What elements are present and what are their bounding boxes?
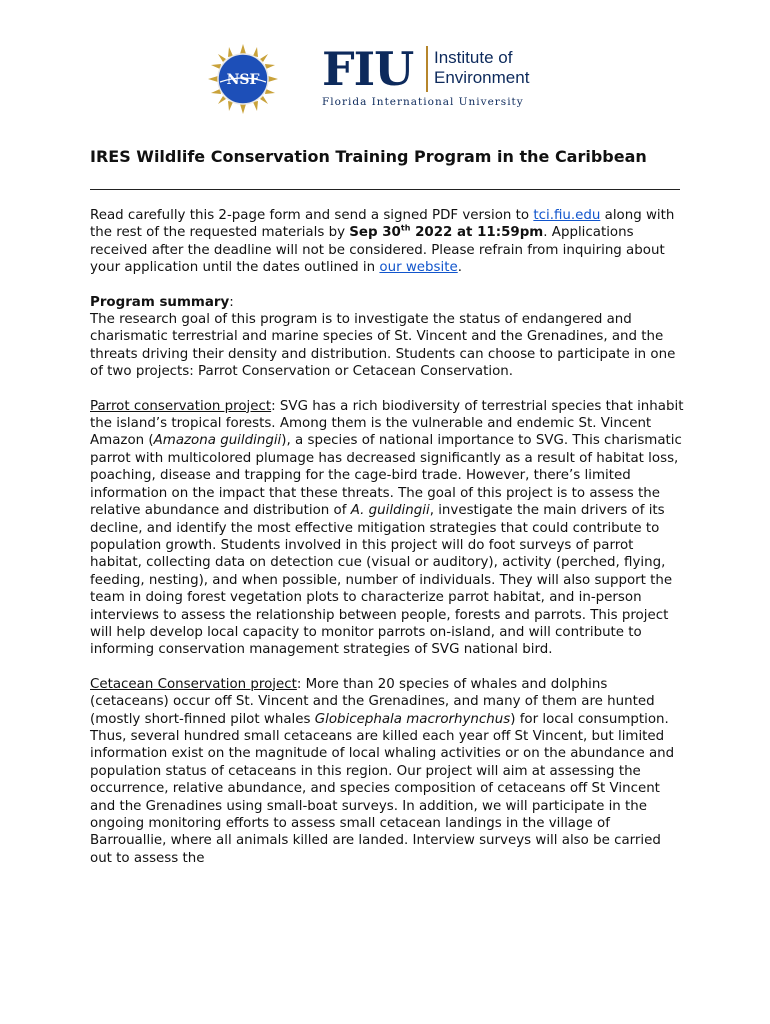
deadline — [349, 225, 543, 240]
parrot-species-name: Amazona guildingii — [153, 433, 282, 449]
institute-line-2: Environment — [434, 68, 530, 87]
summary-colon: : — [229, 294, 234, 310]
email-link[interactable]: tci.fiu.edu — [533, 208, 601, 223]
parrot-text-1: : SVG has a rich biodiversity of terrestrial species that inhabit the island’s tropical forests. Among them is the vulnerable and endemic St. Vincent Amazon ( — [90, 398, 684, 449]
document-title: IRES Wildlife Conservation Training Program in the Caribbean — [90, 147, 647, 166]
intro-text-2: along with the rest of the requested materials by — [90, 208, 675, 241]
fiu-logo — [322, 44, 562, 110]
deadline-ordinal: th — [400, 223, 411, 233]
cetacean-heading: Cetacean Conservation project — [90, 676, 297, 692]
intro-text-4: . — [457, 260, 462, 276]
parrot-species-abbrev: A. guildingii — [350, 503, 430, 519]
website-link[interactable]: our website — [379, 260, 458, 276]
deadline-rest: 2022 at 11:59pm — [410, 225, 544, 241]
institute-name — [434, 48, 529, 88]
summary-heading: Program summary — [90, 294, 230, 310]
nsf-logo-text: NSF — [226, 72, 260, 88]
university-name: Florida International University — [322, 96, 524, 108]
parrot-heading: Parrot conservation project — [90, 398, 272, 414]
institute-line-1: Institute of — [434, 48, 513, 67]
intro-text-1: Read carefully this 2-page form and send a signed PDF version to — [90, 208, 534, 223]
cetacean-species-name: Globicephala macrorhynchus — [314, 711, 511, 727]
document-body — [90, 207, 685, 884]
parrot-text-2: ), a species of national importance to SVG. This charismatic parrot with multicolored plumage has decreased significantly as a result of habitat loss, poaching, disease and trapping for the cage-bird trade. However, there’s limited information on the impact that these threats. The goal of this project is to assess the relative abundance and distribution of — [90, 433, 682, 519]
title-underline — [90, 189, 680, 190]
nsf-logo — [208, 44, 278, 114]
cetacean-text-1: : More than 20 species of whales and dolphins (cetaceans) occur off St. Vincent and the Grenadines, and many of them are hunted (mostly short-finned pilot whales — [90, 676, 655, 727]
deadline-day: Sep 30 — [349, 225, 401, 241]
cetacean-text-2: ) for local consumption. Thus, several hundred small cetaceans are killed each year off St Vincent, but limited information exist on the magnitude of local whaling activities or on the abundance and population status of cetaceans in this region. Our project will aim at assessing the occurrence, relative abundance, and species composition of cetaceans off St Vincent and the Grenadines using small-boat surveys. In addition, we will participate in the ongoing monitoring efforts to assess small cetacean landings in the village of Barrouallie, where all animals killed are landed. Interview surveys will also be carried out to assess the — [90, 711, 675, 866]
parrot-text-3: , investigate the main drivers of its decline, and identify the most effective mitigation strategies that could contribute to population growth. Students involved in this project will do foot surveys of parrot habitat, collecting data on detection cue (visual or auditory), activity (perched, flying, feeding, nesting), and when possible, number of individuals. They will also support the team in doing forest vegetation plots to characterize parrot habitat, and in-person interviews to assess the relationship between people, forests and parrots. This project will help develop local capacity to monitor parrots on-island, and will contribute to informing conservation management strategies of SVG national bird. — [90, 503, 673, 658]
summary-text: The research goal of this program is to investigate the status of endangered and charismatic terrestrial and marine species of St. Vincent and the Grenadines, and the threats driving their density and distribution. Students can choose to participate in one of two projects: Parrot Conservation or Cetacean Conservation. — [90, 312, 676, 380]
cetacean-section — [90, 676, 685, 867]
fiu-wordmark: FIU — [322, 42, 414, 96]
intro-paragraph — [90, 207, 685, 277]
summary-section — [90, 294, 685, 381]
intro-text-3: . Applications received after the deadline will not be considered. Please refrain from inquiring about your application until the dates outlined in — [90, 225, 665, 276]
logo-divider — [426, 46, 428, 92]
parrot-section — [90, 398, 685, 659]
